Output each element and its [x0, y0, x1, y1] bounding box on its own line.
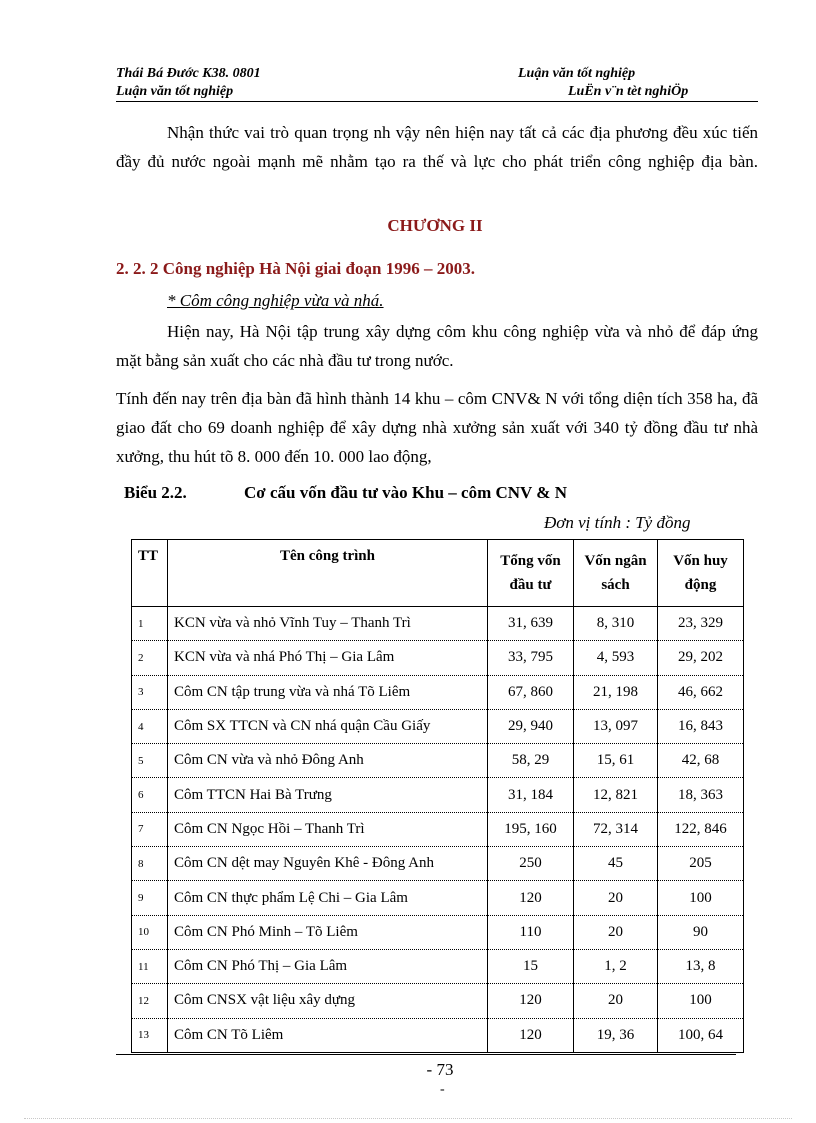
- header-budget: Vốn ngân sách: [574, 540, 658, 607]
- row-budget: 12, 821: [574, 778, 658, 812]
- page-number: - 73: [426, 1060, 454, 1079]
- row-tt: 7: [132, 812, 168, 846]
- header-name: Tên công trình: [168, 540, 488, 607]
- section-title: 2. 2. 2 Công nghiệp Hà Nội giai đoạn 1996 – 2003.: [116, 259, 475, 278]
- row-tt: 12: [132, 984, 168, 1018]
- row-tt: 3: [132, 675, 168, 709]
- table-row: [132, 915, 744, 949]
- row-name: KCN vừa và nhá Phó Thị – Gia Lâm: [168, 641, 488, 675]
- row-tt: 8: [132, 847, 168, 881]
- row-mobilized: 18, 363: [658, 778, 744, 812]
- row-tt: 13: [132, 1018, 168, 1052]
- row-name: Côm CN dệt may Nguyên Khê - Đông Anh: [168, 847, 488, 881]
- header-doc-type-garbled: LuËn v¨n tèt nghiÖp: [568, 84, 689, 99]
- row-tt: 11: [132, 949, 168, 983]
- row-name: Côm SX TTCN và CN nhá quận Cầu Giấy: [168, 709, 488, 743]
- row-name: Côm CN thực phẩm Lệ Chi – Gia Lâm: [168, 881, 488, 915]
- table-row: [132, 1018, 744, 1052]
- row-budget: 45: [574, 847, 658, 881]
- investment-table: [131, 539, 744, 1053]
- row-budget: 20: [574, 881, 658, 915]
- row-mobilized: 29, 202: [658, 641, 744, 675]
- row-mobilized: 205: [658, 847, 744, 881]
- table-row: [132, 744, 744, 778]
- row-mobilized: 46, 662: [658, 675, 744, 709]
- unit-note: Đơn vị tính : Tỷ đồng: [544, 513, 691, 532]
- row-tt: 5: [132, 744, 168, 778]
- table-row: [132, 949, 744, 983]
- table-row: [132, 881, 744, 915]
- row-name: Côm CN Ngọc Hồi – Thanh Trì: [168, 812, 488, 846]
- table-row: [132, 607, 744, 641]
- header-doc-type: Luận văn tốt nghiệp: [518, 66, 636, 81]
- row-total: 120: [488, 984, 574, 1018]
- row-total: 250: [488, 847, 574, 881]
- footer-dash: -: [440, 1082, 445, 1097]
- row-budget: 1, 2: [574, 949, 658, 983]
- row-total: 120: [488, 881, 574, 915]
- row-name: KCN vừa và nhỏ Vĩnh Tuy – Thanh Trì: [168, 607, 488, 641]
- paragraph-2: Hiện nay, Hà Nội tập trung xây dựng côm khu công nghiệp vừa và nhỏ để đáp ứng mặt bằng sản xuất cho các nhà đầu tư trong nước.: [116, 322, 758, 370]
- row-tt: 9: [132, 881, 168, 915]
- row-tt: 4: [132, 709, 168, 743]
- intro-paragraph: Nhận thức vai trò quan trọng nh vậy nên hiện nay tất cả các địa phương đều xúc tiến đầy đủ nước ngoài mạnh mẽ nhằm tạo ra thế và lực cho phát triển công nghiệp địa bàn.: [116, 123, 758, 171]
- paragraph-3: Tính đến nay trên địa bàn đã hình thành 14 khu – côm CNV& N với tổng diện tích 358 ha, đã giao đất cho 69 doanh nghiệp để xây dựng nhà xưởng sản xuất với 340 tỷ đồng đầu tư nhà xưởng, thu hút tõ 8. 000 đến 10. 000 lao động,: [116, 389, 758, 466]
- header-mobilized: Vốn huy động: [658, 540, 744, 607]
- table-header-row: [132, 540, 744, 607]
- row-total: 67, 860: [488, 675, 574, 709]
- row-name: Côm CNSX vật liệu xây dựng: [168, 984, 488, 1018]
- table-row: [132, 812, 744, 846]
- table-row: [132, 847, 744, 881]
- chapter-title: CHƯƠNG II: [387, 216, 483, 235]
- header-doc-type-2: Luận văn tốt nghiệp: [116, 84, 234, 99]
- row-budget: 13, 097: [574, 709, 658, 743]
- row-total: 31, 184: [488, 778, 574, 812]
- row-budget: 20: [574, 984, 658, 1018]
- row-mobilized: 122, 846: [658, 812, 744, 846]
- row-budget: 4, 593: [574, 641, 658, 675]
- row-name: Côm CN tập trung vừa và nhá Tõ Liêm: [168, 675, 488, 709]
- table-title: Cơ cấu vốn đầu tư vào Khu – côm CNV & N: [244, 483, 567, 502]
- row-name: Côm CN Tõ Liêm: [168, 1018, 488, 1052]
- row-tt: 1: [132, 607, 168, 641]
- row-budget: 8, 310: [574, 607, 658, 641]
- row-name: Côm CN Phó Minh – Tõ Liêm: [168, 915, 488, 949]
- table-row: [132, 778, 744, 812]
- row-mobilized: 23, 329: [658, 607, 744, 641]
- row-name: Côm TTCN Hai Bà Trưng: [168, 778, 488, 812]
- row-budget: 21, 198: [574, 675, 658, 709]
- table-row: [132, 641, 744, 675]
- row-total: 15: [488, 949, 574, 983]
- table-row: [132, 675, 744, 709]
- table-row: [132, 709, 744, 743]
- row-budget: 19, 36: [574, 1018, 658, 1052]
- row-budget: 72, 314: [574, 812, 658, 846]
- header-total: Tổng vốn đầu tư: [488, 540, 574, 607]
- header-tt: TT: [132, 540, 168, 607]
- row-total: 58, 29: [488, 744, 574, 778]
- row-tt: 2: [132, 641, 168, 675]
- row-name: Côm CN Phó Thị – Gia Lâm: [168, 949, 488, 983]
- row-budget: 20: [574, 915, 658, 949]
- row-budget: 15, 61: [574, 744, 658, 778]
- row-total: 31, 639: [488, 607, 574, 641]
- row-mobilized: 16, 843: [658, 709, 744, 743]
- row-mobilized: 13, 8: [658, 949, 744, 983]
- row-total: 110: [488, 915, 574, 949]
- row-mobilized: 42, 68: [658, 744, 744, 778]
- row-tt: 6: [132, 778, 168, 812]
- row-total: 120: [488, 1018, 574, 1052]
- footer-rule: [116, 1054, 736, 1055]
- row-tt: 10: [132, 915, 168, 949]
- header-author: Thái Bá Đước K38. 0801: [116, 66, 261, 81]
- row-total: 29, 940: [488, 709, 574, 743]
- row-mobilized: 100, 64: [658, 1018, 744, 1052]
- row-mobilized: 100: [658, 984, 744, 1018]
- row-name: Côm CN vừa và nhỏ Đông Anh: [168, 744, 488, 778]
- row-mobilized: 100: [658, 881, 744, 915]
- row-total: 195, 160: [488, 812, 574, 846]
- table-row: [132, 984, 744, 1018]
- page-bottom-dotted-rule: [24, 1118, 792, 1119]
- row-total: 33, 795: [488, 641, 574, 675]
- subsection-title: * Côm công nghiệp vừa và nhá.: [167, 291, 384, 310]
- table-label: Biểu 2.2.: [124, 483, 187, 502]
- header-rule: [116, 101, 758, 102]
- row-mobilized: 90: [658, 915, 744, 949]
